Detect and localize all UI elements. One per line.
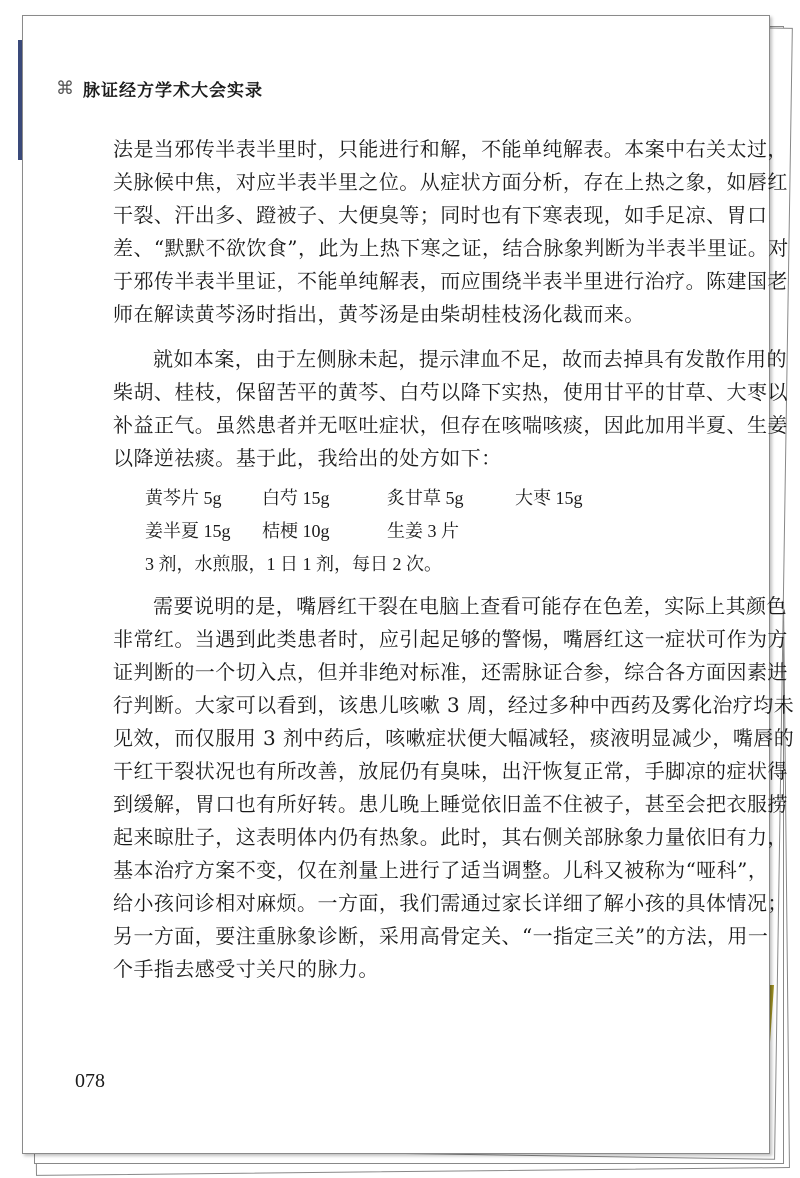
paragraph-line: 另一方面，要注重脉象诊断，采用高骨定关、“一指定三关”的方法，用一: [113, 924, 769, 948]
paragraph-line: 证判断的一个切入点，但并非绝对标准，还需脉证合参，综合各方面因素进: [113, 660, 788, 684]
paragraph-line: 给小孩问诊相对麻烦。一方面，我们需通过家长详细了解小孩的具体情况；: [113, 891, 788, 915]
running-header: [56, 76, 263, 101]
book-title: 脉证经方学术大会实录: [83, 81, 263, 101]
prescription-usage: 3 剂，水煎服，1 日 1 剂，每日 2 次。: [145, 554, 442, 574]
prescription-herb: 桔梗 10g: [262, 521, 330, 541]
paragraph-line: 师在解读黄芩汤时指出，黄芩汤是由柴胡桂枝汤化裁而来。: [113, 302, 645, 326]
paragraph-line: 以降逆祛痰。基于此，我给出的处方如下：: [113, 446, 502, 470]
prescription-herb: 姜半夏 15g: [145, 521, 231, 541]
page-number: 078: [75, 1070, 105, 1092]
paragraph-line: 关脉候中焦，对应半表半里之位。从症状方面分析，存在上热之象，如唇红: [113, 170, 788, 194]
paragraph-line: 柴胡、桂枝，保留苦平的黄芩、白芍以降下实热，使用甘平的甘草、大枣以: [113, 380, 788, 404]
ornament-knot-icon: ⌘: [56, 78, 75, 99]
paragraph-line: 到缓解，胃口也有所好转。患儿晚上睡觉依旧盖不住被子，甚至会把衣服捞: [113, 792, 788, 816]
paragraph-line: 干红干裂状况也有所改善，放屁仍有臭味，出汗恢复正常，手脚凉的症状得: [113, 759, 788, 783]
paragraph-line: 补益正气。虽然患者并无呕吐症状，但存在咳喘咳痰，因此加用半夏、生姜: [113, 413, 788, 437]
paragraph-line: 法是当邪传半表半里时，只能进行和解，不能单纯解表。本案中右关太过，: [113, 137, 788, 161]
paragraph-line: 干裂、汗出多、蹬被子、大便臭等；同时也有下寒表现，如手足凉、胃口: [113, 203, 768, 227]
paragraph-line: 个手指去感受寸关尺的脉力。: [113, 957, 379, 981]
paragraph-line: 就如本案，由于左侧脉未起，提示津血不足，故而去掉具有发散作用的: [153, 347, 787, 371]
paragraph-line: 起来晾肚子，这表明体内仍有热象。此时，其右侧关部脉象力量依旧有力，: [113, 825, 788, 849]
paragraph-line: 差、“默默不欲饮食”，此为上热下寒之证，结合脉象判断为半表半里证。对: [113, 236, 789, 260]
prescription-herb: 炙甘草 5g: [387, 488, 464, 508]
prescription-herb: 大枣 15g: [515, 488, 583, 508]
paragraph-line: 需要说明的是，嘴唇红干裂在电脑上查看可能存在色差，实际上其颜色: [153, 594, 787, 618]
prescription-herb: 黄芩片 5g: [145, 488, 222, 508]
paragraph-line: 行判断。大家可以看到，该患儿咳嗽 3 周，经过多种中西药及雾化治疗均未: [113, 693, 795, 717]
paragraph-line: 于邪传半表半里证，不能单纯解表，而应围绕半表半里进行治疗。陈建国老: [113, 269, 788, 293]
prescription-herb: 生姜 3 片: [387, 521, 459, 541]
paragraph-line: 非常红。当遇到此类患者时，应引起足够的警惕，嘴唇红这一症状可作为方: [113, 627, 788, 651]
paragraph-line: 基本治疗方案不变，仅在剂量上进行了适当调整。儿科又被称为“哑科”，: [113, 858, 769, 882]
paragraph-line: 见效，而仅服用 3 剂中药后，咳嗽症状便大幅减轻，痰液明显减少，嘴唇的: [113, 726, 795, 750]
prescription-herb: 白芍 15g: [262, 488, 330, 508]
